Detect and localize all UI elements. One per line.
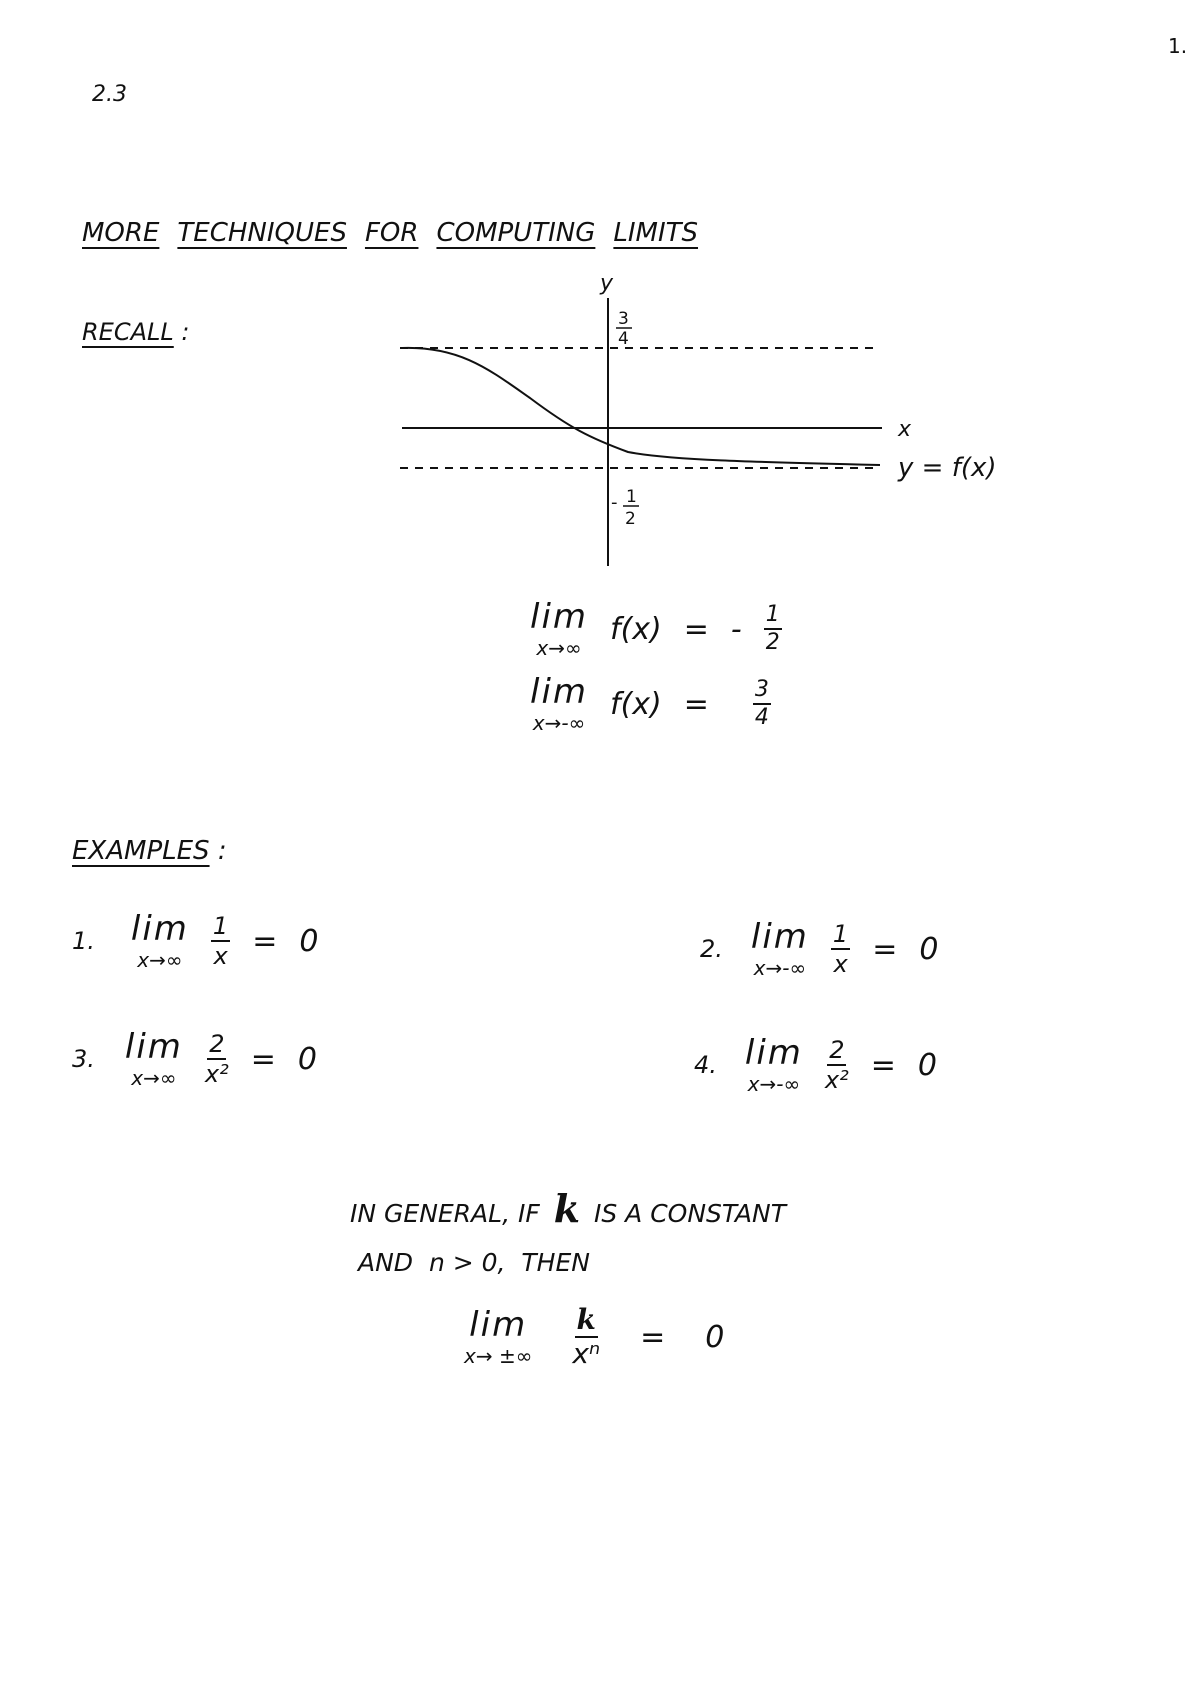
fraction-numerator: 1 xyxy=(212,912,229,940)
page-title xyxy=(82,218,716,248)
curve-label: y = f(x) xyxy=(898,453,997,483)
fraction-denominator: x xyxy=(213,942,228,970)
equals-sign: = xyxy=(872,931,898,967)
title-word-1: MORE xyxy=(82,218,160,248)
limit-value xyxy=(753,679,771,729)
upper-asymptote-num: 3 xyxy=(618,309,629,329)
fraction-numerator: 3 xyxy=(753,679,771,705)
example-fraction xyxy=(205,1032,229,1086)
example-2 xyxy=(700,917,939,980)
examples-label xyxy=(72,836,227,866)
example-fraction xyxy=(831,922,850,976)
examples-label-text: EXAMPLES xyxy=(72,836,210,866)
limit-operator xyxy=(530,672,589,735)
fraction-numerator: 2 xyxy=(829,1036,845,1064)
lower-asymptote-sign: - xyxy=(611,492,618,513)
title-word-3: FOR xyxy=(364,218,419,248)
lim-word: lim xyxy=(744,1033,803,1073)
example-index: 4. xyxy=(694,1051,717,1079)
lim-word: lim xyxy=(530,597,589,637)
lim-subscript: x→-∞ xyxy=(753,956,807,980)
lim-subscript: x→ ±∞ xyxy=(464,1344,533,1368)
y-axis-label: y xyxy=(600,271,614,296)
result-value: 0 xyxy=(919,931,939,967)
limit-value xyxy=(764,604,782,654)
equals-sign: = xyxy=(870,1047,896,1083)
equals-sign: = xyxy=(683,686,709,722)
example-4 xyxy=(694,1033,937,1096)
general-statement-line-1 xyxy=(350,1186,786,1231)
fraction-denominator: x² xyxy=(204,1060,229,1088)
fraction-numerator: k xyxy=(576,1303,596,1336)
limit-operator xyxy=(124,1027,183,1090)
fraction-numerator: 1 xyxy=(832,920,849,948)
result-value: 0 xyxy=(917,1047,937,1083)
x-axis-label: x xyxy=(898,417,912,442)
fraction-denominator: 2 xyxy=(765,630,780,655)
limit-operator xyxy=(130,909,189,972)
result-value: 0 xyxy=(297,1041,317,1077)
lower-asymptote-num: 1 xyxy=(626,487,637,507)
general-fraction xyxy=(572,1303,601,1370)
function-expr: f(x) xyxy=(610,686,662,722)
limit-operator xyxy=(750,917,809,980)
recall-graph xyxy=(390,260,1030,570)
lim-subscript: x→-∞ xyxy=(747,1072,801,1096)
lim-word: lim xyxy=(750,917,809,957)
constant-k-symbol: k xyxy=(553,1186,581,1231)
general-text-b: IS A CONSTANT xyxy=(593,1199,786,1228)
title-word-5: LIMITS xyxy=(613,218,699,248)
function-expr: f(x) xyxy=(610,611,662,647)
example-fraction xyxy=(825,1038,849,1092)
lim-word: lim xyxy=(530,672,589,712)
recall-label-text: RECALL xyxy=(82,318,174,346)
upper-asymptote-den: 4 xyxy=(618,329,629,349)
title-word-2: TECHNIQUES xyxy=(177,218,347,248)
general-statement-line-2: AND n > 0, THEN xyxy=(358,1248,590,1277)
lim-subscript: x→∞ xyxy=(536,636,582,660)
general-text-a: IN GENERAL, IF xyxy=(350,1199,540,1228)
fraction-numerator: 2 xyxy=(209,1030,225,1058)
page-number: 1. xyxy=(1168,34,1188,58)
equals-sign: = xyxy=(250,1041,276,1077)
lim-subscript: x→-∞ xyxy=(532,711,586,735)
equals-sign: = xyxy=(252,923,278,959)
limit-operator xyxy=(464,1305,533,1368)
example-index: 1. xyxy=(72,927,95,955)
lim-word: lim xyxy=(469,1305,528,1345)
equals-sign: = xyxy=(683,611,709,647)
fraction-denominator: x² xyxy=(824,1066,849,1094)
limit-operator xyxy=(744,1033,803,1096)
section-number: 2.3 xyxy=(92,82,127,107)
limit-operator xyxy=(530,597,589,660)
example-fraction xyxy=(211,914,230,968)
example-3 xyxy=(72,1027,317,1090)
example-index: 2. xyxy=(700,935,723,963)
recall-colon: : xyxy=(181,318,190,346)
lim-subscript: x→∞ xyxy=(131,1066,177,1090)
recall-limit-1 xyxy=(530,597,782,660)
lim-subscript: x→∞ xyxy=(137,948,183,972)
lower-asymptote-den: 2 xyxy=(625,509,636,529)
lim-word: lim xyxy=(130,909,189,949)
result-value: 0 xyxy=(299,923,319,959)
example-1 xyxy=(72,909,319,972)
minus-sign: - xyxy=(730,611,742,647)
example-index: 3. xyxy=(72,1045,95,1073)
result-value: 0 xyxy=(705,1319,725,1355)
examples-colon: : xyxy=(217,836,227,866)
fraction-denominator: 4 xyxy=(754,705,769,730)
title-word-4: COMPUTING xyxy=(436,218,596,248)
lim-word: lim xyxy=(124,1027,183,1067)
fraction-numerator: 1 xyxy=(764,604,782,630)
general-formula xyxy=(464,1303,725,1370)
recall-limit-2 xyxy=(530,672,771,735)
fraction-denominator: xⁿ xyxy=(572,1337,601,1370)
equals-sign: = xyxy=(640,1319,666,1355)
recall-label xyxy=(82,318,190,346)
fraction-denominator: x xyxy=(833,950,848,978)
function-curve xyxy=(402,348,880,465)
